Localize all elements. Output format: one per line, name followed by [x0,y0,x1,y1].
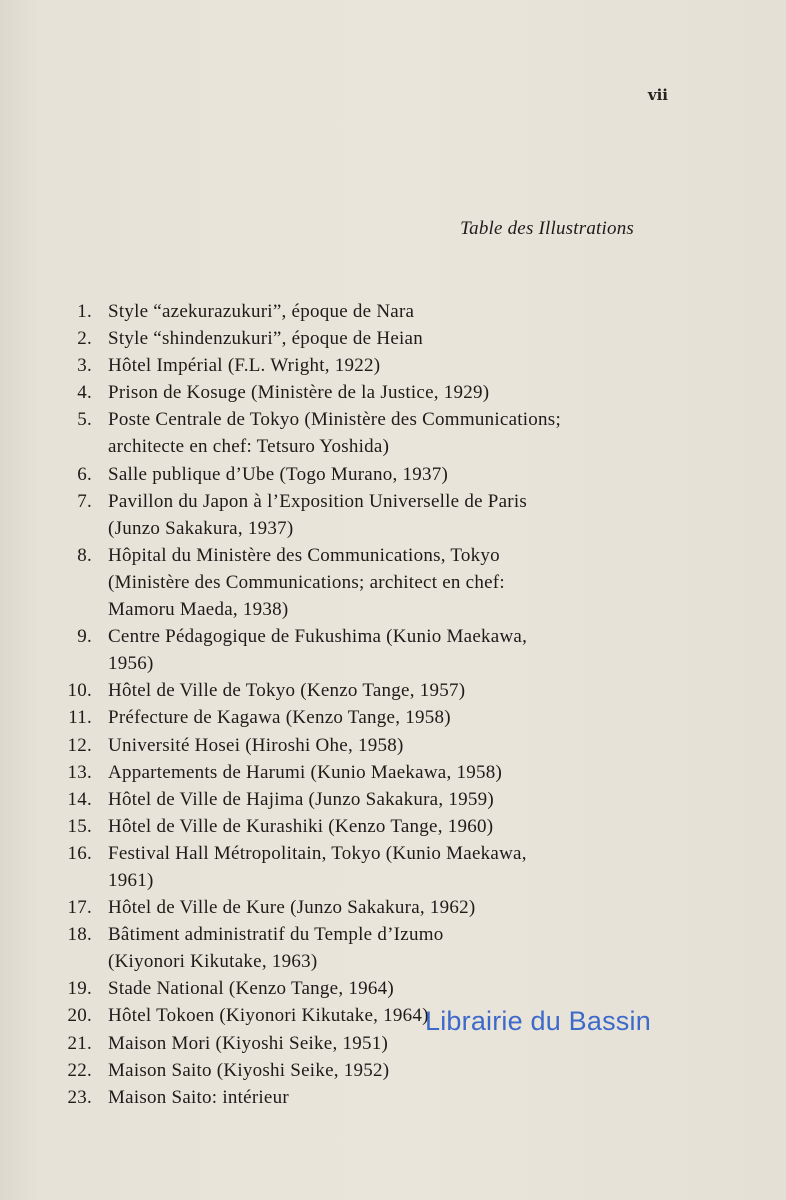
item-text: Maison Mori (Kiyoshi Seike, 1951) [108,1032,389,1054]
item-text: Pavillon du Japon à l’Exposition Universelle de Paris (Junzo Sakakura, 1937) [108,490,528,539]
item-text: Poste Centrale de Tokyo (Ministère des Communications; architecte en chef: Tetsuro Yoshida) [108,409,561,458]
item-number: 14. [67,788,92,810]
item-text: Bâtiment administratif du Temple d’Izumo (Kiyonori Kikutake, 1963) [108,924,444,973]
item-number: 11. [68,707,92,729]
list-item [0,325,786,352]
list-item [0,732,786,759]
page-number: vii [647,86,668,104]
item-number: 13. [67,761,92,783]
list-item [0,677,786,704]
item-text: Hôtel Tokoen (Kiyonori Kikutake, 1964) [108,1005,429,1027]
item-text: Festival Hall Métropolitain, Tokyo (Kunio Maekawa, 1961) [108,842,527,891]
seller-watermark: Librairie du Bassin [425,1006,651,1036]
item-number: 22. [67,1059,92,1081]
item-text: Hôtel Impérial (F.L. Wright, 1922) [108,355,381,377]
item-number: 5. [77,409,92,431]
item-text: Style “shindenzukuri”, époque de Heian [108,328,423,350]
item-text: Stade National (Kenzo Tange, 1964) [108,978,394,1000]
list-item [0,840,786,894]
item-number: 18. [67,924,92,946]
list-item [0,1002,786,1029]
item-text: Maison Saito (Kiyoshi Seike, 1952) [108,1059,390,1081]
item-number: 12. [67,734,92,756]
list-item [0,921,786,975]
item-text: Hôtel de Ville de Kure (Junzo Sakakura, 1962) [108,897,476,919]
item-text: Hôtel de Ville de Kurashiki (Kenzo Tange, 1960) [108,815,494,837]
item-number: 23. [67,1086,92,1108]
list-item [0,813,786,840]
item-number: 9. [77,626,92,648]
item-number: 3. [77,355,92,377]
list-item [0,975,786,1002]
item-text: Hôtel de Ville de Hajima (Junzo Sakakura, 1959) [108,788,494,810]
item-number: 6. [77,463,92,485]
item-text: Salle publique d’Ube (Togo Murano, 1937) [108,463,449,485]
item-text: Préfecture de Kagawa (Kenzo Tange, 1958) [108,707,451,729]
list-item [0,298,786,325]
item-number: 20. [67,1005,92,1027]
page-heading: Table des Illustrations [460,218,634,239]
list-item [0,623,786,677]
item-number: 21. [67,1032,92,1054]
list-item [0,542,786,623]
item-number: 19. [67,978,92,1000]
item-text: Style “azekurazukuri”, époque de Nara [108,301,415,322]
list-item [0,379,786,406]
list-item [0,406,786,460]
item-text: Université Hosei (Hiroshi Ohe, 1958) [108,734,404,756]
list-item [0,759,786,786]
item-text: Appartements de Harumi (Kunio Maekawa, 1958) [108,761,503,783]
item-number: 4. [77,382,92,404]
item-number: 10. [67,680,92,702]
illustration-list [0,298,786,1111]
item-number: 2. [77,328,92,350]
list-item [0,786,786,813]
item-text: Centre Pédagogique de Fukushima (Kunio Maekawa, 1956) [108,626,528,675]
item-number: 17. [67,897,92,919]
item-text: Prison de Kosuge (Ministère de la Justice, 1929) [108,382,490,404]
list-item [0,1030,786,1057]
list-item [0,1084,786,1111]
list-item [0,352,786,379]
item-number: 15. [67,815,92,837]
item-text: Hôtel de Ville de Tokyo (Kenzo Tange, 1957) [108,680,466,702]
item-number: 1. [77,301,92,322]
list-item [0,704,786,731]
item-text: Maison Saito: intérieur [108,1086,289,1108]
list-item [0,461,786,488]
item-number: 7. [77,490,92,512]
list-item [0,894,786,921]
list-item [0,488,786,542]
item-number: 16. [67,842,92,864]
item-text: Hôpital du Ministère des Communications, Tokyo (Ministère des Communications; architect en chef: Mamoru Maeda, 1938) [108,544,505,621]
item-number: 8. [77,544,92,566]
list-item [0,1057,786,1084]
